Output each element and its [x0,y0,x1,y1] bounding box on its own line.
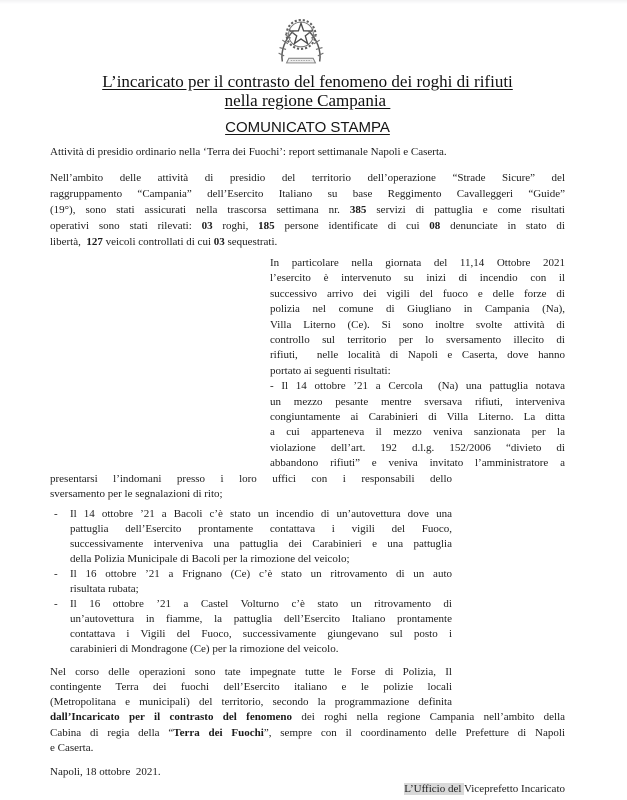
signature-line [50,782,565,796]
signature-normal-part: Viceprefetto Incaricato [463,782,565,795]
document-title-line2: nella regione Campania [224,91,391,110]
closing-paragraph-narrow: Nel corso delle operazioni sono tate impegnate tutte le Forse di Polizia, Il contingente Terra dei fuochi dell’Esercito italiano e le polizie locali (Metropolitana e municipali) del territorio, secondo la programmazione definita [50,665,452,709]
bullet-dash-icon: - [54,597,58,610]
document-title-line1: L’incaricato per il contrasto del fenomeno dei roghi di rifiuti [102,72,513,91]
bullet-text: Il 16 ottobre ’21 a Frignano (Ce) c’è stato un ritrovamento di un auto risultata rubata; [70,567,452,595]
bullet-item-bacoli [50,507,452,567]
bullet-dash-icon: - [54,507,58,520]
bullet-list [50,507,565,657]
italian-republic-emblem-icon [273,16,329,66]
intro-line: Attività di presidio ordinario nella ‘Terra dei Fuochi’: report settimanale Napoli e Caserta. [50,146,447,158]
subtitle-text: COMUNICATO STAMPA [225,119,390,136]
paragraph-operation-summary: Nell’ambito delle attività di presidio del territorio dell’operazione “Strade Sicure” del raggruppamento “Campania” dell’Esercito Italiano su base Reggimento Cavalleggeri “Guide” (19°), sono stati assicurati nella trascorsa settimana nr. 385 servizi di pattuglia e come risultati operativi sono stati rilevati: 03 roghi, 185 persone identificate di cui 08 denunciate in stato di libertà, 127 veicoli controllati di cui 03 sequestrati. [50,172,565,248]
bullet-text: Il 14 ottobre ’21 a Bacoli c’è stato un incendio di un’autovettura dove una pattuglia dell’Esercito prontamente contattava i vigili del Fuoco, successivamente interveniva una pattuglia dei Carabinieri e una pattuglia della Polizia Municipale di Bacoli per la rimozione del veicolo; [70,507,452,565]
subtitle-comunicato-stampa [50,120,565,136]
signature-highlighted-part: L’Ufficio del [404,782,464,795]
page-top-edge [0,0,627,4]
bullet-item-castel-volturno [50,597,452,657]
paragraph-continuation: presentarsi l’indomani presso i loro uffici con i responsabili dello sversamento per le segnalazioni di rito; [50,472,452,501]
date-line: Napoli, 18 ottobre 2021. [50,765,161,778]
document-title [50,72,565,110]
bullet-dash-icon: - [54,567,58,580]
paragraph-indented-detail: In particolare nella giornata del 11,14 Ottobre 2021 l’esercito è intervenuto su inizi di incendio con il successivo arrivo dei vigili del fuoco e delle forze di polizia nel comune di Giugliano in Campania (Na), Villa Literno (Ce). Si sono inoltre svolte attività di controllo sul territorio per lo sversamento illecito di rifiuti, nelle località di Napoli e Caserta, dove hanno portato ai seguenti risultati: - Il 14 ottobre ’21 a Cercola (Na) una pattuglia notava un mezzo pesante mentre sversava rifiuti, interveniva congiuntamente ai Carabinieri di Villa Literno. La ditta a cui apparteneva il mezzo veniva sanzionata per la violazione dell’art. 192 d.l.g. 152/2006 “divieto di abbandono rifiuti” e veniva invitato l’amministratore a [270,257,565,470]
closing-paragraph-wide: dall’Incaricato per il contrasto del fenomeno dei roghi nella regione Campania nell’ambito della Cabina di regia della “Terra dei Fuochi”, sempre con il coordinamento delle Prefetture di Napoli e Caserta. [50,711,566,754]
bullet-item-frignano [50,567,452,597]
bullet-text: Il 16 ottobre ’21 a Castel Volturno c’è stato un ritrovamento di un’autovettura in fiamme, la pattuglia dell’Esercito Italiano prontamente contattava i Vigili del Fuoco, successivamente giungevano sul posto i carabinieri di Mondragone (Ce) per la rimozione del veicolo. [70,597,452,655]
emblem-wrap [43,16,558,66]
